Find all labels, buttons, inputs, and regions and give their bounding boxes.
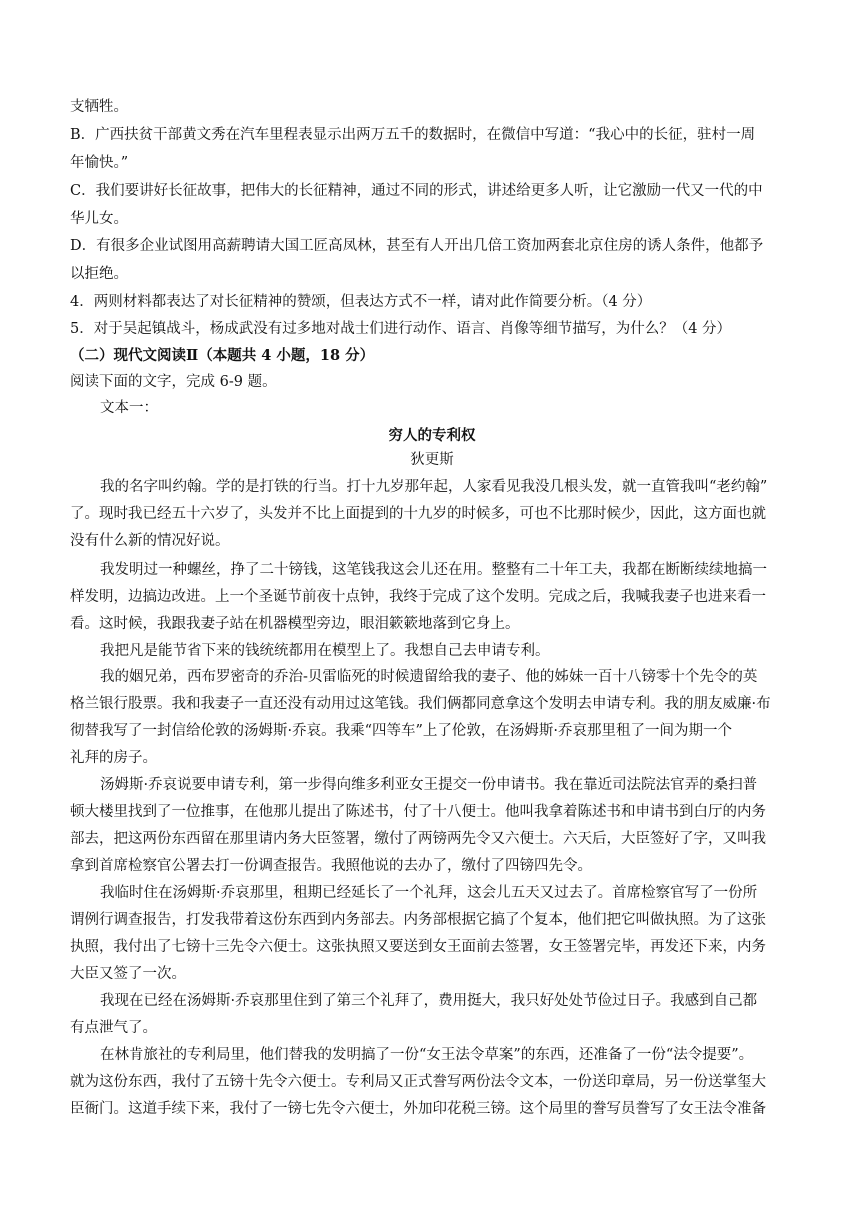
- text-label: 文本一：: [100, 400, 158, 416]
- option-c-line: C．我们要讲好长征故事，把伟大的长征精神，通过不同的形式，讲述给更多人听，让它激励一代又一代的中: [70, 183, 763, 199]
- paragraph-line: 我的姻兄弟，西布罗密奇的乔治-贝雷临死的时候遗留给我的妻子、他的姊妹一百十八镑零十个先令的英: [100, 669, 758, 685]
- paragraph-line: 我的名字叫约翰。学的是打铁的行当。打十九岁那年起，人家看见我没几根头发，就一直管我叫“老约翰”: [100, 479, 768, 495]
- paragraph-line: 执照，我付出了七镑十三先令六便士。这张执照又要送到女王面前去签署，女王签署完毕，再发还下来，内务: [70, 939, 766, 955]
- paragraph-line: 了。现时我已经五十六岁了，头发并不比上面提到的十九岁的时候多，可也不比那时候少，因此，这方面也就: [70, 506, 766, 522]
- article-title: 穷人的专利权: [388, 427, 476, 444]
- question-4: 4．两则材料都表达了对长征精神的赞颂，但表达方式不一样，请对此作简要分析。（4 分）: [70, 294, 652, 310]
- paragraph-line: 没有什么新的情况好说。: [70, 533, 230, 549]
- option-b-line: B．广西扶贫干部黄文秀在汽车里程表显示出两万五千的数据时，在微信中写道：“我心中的长征，驻村一周: [70, 127, 756, 143]
- paragraph-line: 我把凡是能节省下来的钱统统都用在模型上了。我想自己去申请专利。: [100, 643, 550, 659]
- text-line: 华儿女。: [70, 211, 128, 227]
- instruction-line: 阅读下面的文字，完成 6-9 题。: [70, 374, 277, 390]
- paragraph-line: 有点泄气了。: [70, 1020, 157, 1036]
- text-line: 支牺牲。: [70, 99, 128, 115]
- paragraph-line: 在林肯旅社的专利局里，他们替我的发明搞了一份“女王法令草案”的东西，还准备了一份“法令提要”。: [100, 1047, 754, 1063]
- paragraph-line: 大臣又签了一次。: [70, 966, 186, 982]
- paragraph-line: 格兰银行股票。我和我妻子一直还没有动用过这笔钱。我们俩都同意拿这个发明去申请专利。我的朋友威廉·布: [70, 696, 771, 712]
- text-line: 年愉快。”: [70, 155, 129, 171]
- question-5: 5．对于吴起镇战斗，杨成武没有过多地对战士们进行动作、语言、肖像等细节描写，为什么？（4 分）: [70, 321, 732, 337]
- paragraph-line: 顿大楼里找到了一位推事，在他那儿提出了陈述书，付了十八便士。他叫我拿着陈述书和申请书到白厅的内务: [70, 804, 766, 820]
- paragraph-line: 看。这时候，我跟我妻子站在机器模型旁边，眼泪簌簌地落到它身上。: [70, 616, 520, 632]
- paragraph-line: 我发明过一种螺丝，挣了二十镑钱，这笔钱我这会儿还在用。整整有二十年工夫，我都在断断续续地搞一: [100, 562, 767, 578]
- paragraph-line: 礼拜的房子。: [70, 750, 157, 766]
- paragraph-line: 就为这份东西，我付了五镑十先令六便士。专利局又正式誊写两份法令文本，一份送印章局，另一份送掌玺大: [70, 1074, 766, 1090]
- paragraph-line: 我现在已经在汤姆斯·乔哀那里住到了第三个礼拜了，费用挺大，我只好处处节俭过日子。我感到自己都: [100, 993, 758, 1009]
- paragraph-line: 样发明，边搞边改进。上一个圣诞节前夜十点钟，我终于完成了这个发明。完成之后，我喊我妻子也进来看一: [70, 589, 766, 605]
- paragraph-line: 我临时住在汤姆斯·乔哀那里，租期已经延长了一个礼拜，这会儿五天又过去了。首席检察官写了一份所: [100, 885, 758, 901]
- paragraph-line: 汤姆斯·乔哀说要申请专利，第一步得向维多利亚女王提交一份申请书。我在靠近司法院法官弄的桑扫普: [100, 777, 758, 793]
- article-author: 狄更斯: [410, 452, 454, 468]
- paragraph-line: 部去，把这两份东西留在那里请内务大臣签署，缴付了两镑两先令又六便士。六天后，大臣签好了字，又叫我: [70, 831, 766, 847]
- paragraph-line: 谓例行调查报告，打发我带着这份东西到内务部去。内务部根据它搞了个复本，他们把它叫做执照。为了这张: [70, 912, 766, 928]
- section-heading: （二）现代文阅读Ⅱ（本题共 4 小题，18 分）: [70, 347, 375, 364]
- option-d-line: D．有很多企业试图用高薪聘请大国工匠高凤林，甚至有人开出几倍工资加两套北京住房的诱人条件，他都予: [70, 238, 764, 254]
- paragraph-line: 彻替我写了一封信给伦敦的汤姆斯·乔哀。我乘“四等车”上了伦敦，在汤姆斯·乔哀那里租了一间为期一个: [70, 723, 733, 739]
- paragraph-line: 臣衙门。这道手续下来，我付了一镑七先令六便士，外加印花税三镑。这个局里的誊写员誊写了女王法令准备: [70, 1101, 766, 1117]
- paragraph-line: 拿到首席检察官公署去打一份调查报告。我照他说的去办了，缴付了四镑四先令。: [70, 858, 592, 874]
- text-line: 以拒绝。: [70, 266, 128, 282]
